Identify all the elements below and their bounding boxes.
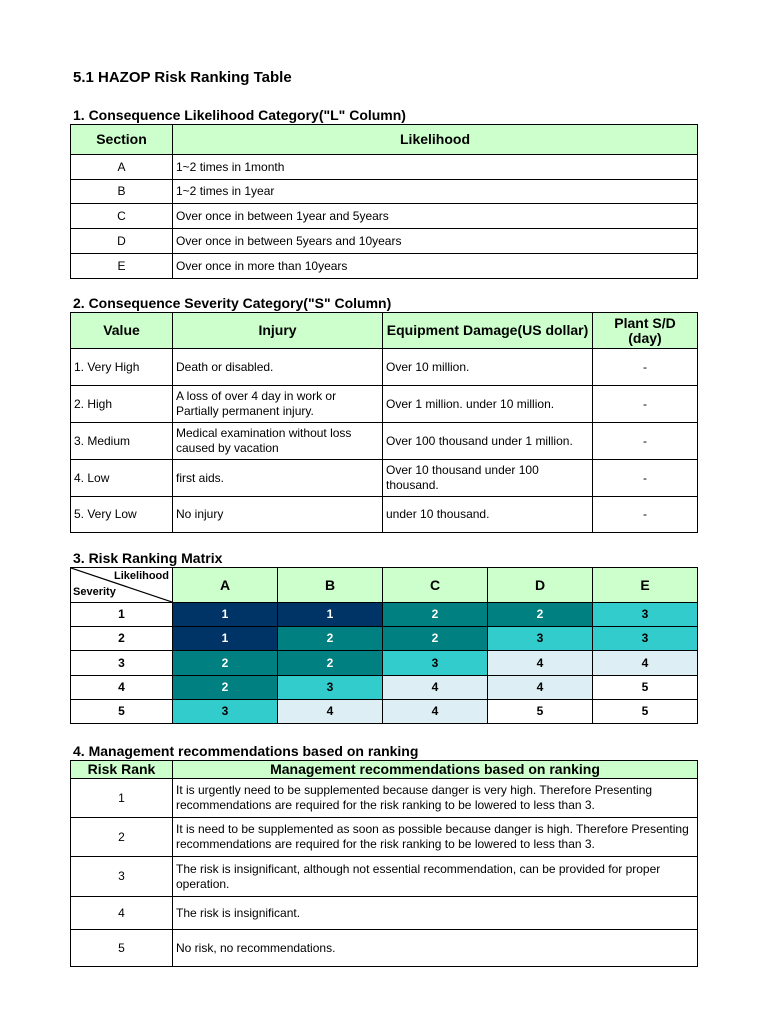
table-row (71, 349, 698, 386)
matrix-col: A (173, 568, 278, 603)
table-row (71, 155, 698, 180)
management-text: The risk is insignificant, although not essential recommendation, can be provided for proper operation. (173, 857, 698, 897)
matrix-cell: 2 (383, 603, 488, 627)
severity-value: 2. High (71, 386, 173, 423)
matrix-cell: 5 (593, 700, 698, 724)
matrix-severity: 3 (71, 651, 173, 676)
matrix-row (71, 627, 698, 651)
col-value: Value (71, 313, 173, 349)
table-row (71, 180, 698, 204)
risk-matrix (70, 567, 698, 724)
matrix-cell: 4 (488, 651, 593, 676)
matrix-severity: 5 (71, 700, 173, 724)
management-text: It is need to be supplemented as soon as possible because danger is high. Therefore Presenting recommendations are required for the risk ranking to be lowered to less than 3. (173, 818, 698, 857)
col-section: Section (71, 125, 173, 155)
matrix-cell: 1 (278, 603, 383, 627)
table-row (71, 497, 698, 533)
severity-equipment: under 10 thousand. (383, 497, 593, 533)
severity-value: 3. Medium (71, 423, 173, 460)
severity-heading: 2. Consequence Severity Category("S" Column) (73, 295, 392, 311)
matrix-cell: 5 (593, 676, 698, 700)
matrix-col: D (488, 568, 593, 603)
severity-value: 1. Very High (71, 349, 173, 386)
likelihood-section: E (71, 254, 173, 279)
table-row (71, 460, 698, 497)
management-text: It is urgently need to be supplemented because danger is very high. Therefore Presenting recommendations are required for the risk ranking to be lowered to less than 3. (173, 779, 698, 818)
management-rank: 2 (71, 818, 173, 857)
likelihood-section: B (71, 180, 173, 204)
matrix-cell: 3 (383, 651, 488, 676)
likelihood-text: 1~2 times in 1month (173, 155, 698, 180)
severity-value: 5. Very Low (71, 497, 173, 533)
management-rank: 1 (71, 779, 173, 818)
management-rank: 5 (71, 930, 173, 967)
matrix-heading: 3. Risk Ranking Matrix (73, 550, 223, 566)
matrix-cell: 2 (173, 651, 278, 676)
severity-equipment: Over 10 thousand under 100 thousand. (383, 460, 593, 497)
severity-plant: - (593, 349, 698, 386)
matrix-cell: 3 (593, 603, 698, 627)
severity-value: 4. Low (71, 460, 173, 497)
severity-injury: No injury (173, 497, 383, 533)
management-text: The risk is insignificant. (173, 897, 698, 930)
likelihood-text: Over once in more than 10years (173, 254, 698, 279)
severity-plant: - (593, 386, 698, 423)
matrix-severity: 2 (71, 627, 173, 651)
management-table (70, 760, 698, 967)
severity-equipment: Over 1 million. under 10 million. (383, 386, 593, 423)
severity-plant: - (593, 497, 698, 533)
likelihood-section: A (71, 155, 173, 180)
table-row (71, 857, 698, 897)
severity-injury: Medical examination without loss caused by vacation (173, 423, 383, 460)
matrix-cell: 4 (488, 676, 593, 700)
severity-plant: - (593, 460, 698, 497)
matrix-cell: 4 (593, 651, 698, 676)
matrix-cell: 4 (383, 676, 488, 700)
matrix-cell: 4 (278, 700, 383, 724)
table-row (71, 386, 698, 423)
table-row (71, 930, 698, 967)
table-row (71, 423, 698, 460)
matrix-cell: 5 (488, 700, 593, 724)
likelihood-section: C (71, 204, 173, 229)
management-text: No risk, no recommendations. (173, 930, 698, 967)
table-row (71, 897, 698, 930)
matrix-row (71, 676, 698, 700)
management-heading: 4. Management recommendations based on ranking (73, 743, 419, 759)
table-row (71, 254, 698, 279)
table-row (71, 229, 698, 254)
matrix-cell: 3 (173, 700, 278, 724)
management-rank: 4 (71, 897, 173, 930)
matrix-cell: 3 (278, 676, 383, 700)
table-row (71, 779, 698, 818)
col-likelihood: Likelihood (173, 125, 698, 155)
severity-equipment: Over 10 million. (383, 349, 593, 386)
matrix-row (71, 603, 698, 627)
likelihood-text: Over once in between 1year and 5years (173, 204, 698, 229)
col-plant: Plant S/D (day) (593, 313, 698, 349)
matrix-cell: 3 (593, 627, 698, 651)
likelihood-text: 1~2 times in 1year (173, 180, 698, 204)
col-risk-rank: Risk Rank (71, 761, 173, 779)
severity-table (70, 312, 698, 533)
matrix-cell: 2 (278, 627, 383, 651)
management-rank: 3 (71, 857, 173, 897)
likelihood-text: Over once in between 5years and 10years (173, 229, 698, 254)
matrix-col: E (593, 568, 698, 603)
severity-injury: first aids. (173, 460, 383, 497)
table-row (71, 204, 698, 229)
col-injury: Injury (173, 313, 383, 349)
matrix-col: B (278, 568, 383, 603)
matrix-cell: 1 (173, 627, 278, 651)
matrix-col: C (383, 568, 488, 603)
col-equipment: Equipment Damage(US dollar) (383, 313, 593, 349)
matrix-severity: 1 (71, 603, 173, 627)
likelihood-heading: 1. Consequence Likelihood Category("L" Column) (73, 107, 406, 123)
severity-injury: Death or disabled. (173, 349, 383, 386)
matrix-severity: 4 (71, 676, 173, 700)
page-title: 5.1 HAZOP Risk Ranking Table (73, 69, 292, 86)
matrix-cell: 2 (278, 651, 383, 676)
matrix-cell: 4 (383, 700, 488, 724)
matrix-cell: 3 (488, 627, 593, 651)
severity-injury: A loss of over 4 day in work or Partially permanent injury. (173, 386, 383, 423)
corner-severity: Severity (73, 586, 116, 598)
matrix-row (71, 700, 698, 724)
matrix-cell: 2 (383, 627, 488, 651)
col-recommendation: Management recommendations based on ranking (173, 761, 698, 779)
matrix-cell: 1 (173, 603, 278, 627)
likelihood-table (70, 124, 698, 279)
matrix-cell: 2 (488, 603, 593, 627)
likelihood-section: D (71, 229, 173, 254)
corner-likelihood: Likelihood (114, 570, 169, 582)
matrix-cell: 2 (173, 676, 278, 700)
matrix-corner (71, 568, 173, 603)
severity-plant: - (593, 423, 698, 460)
severity-equipment: Over 100 thousand under 1 million. (383, 423, 593, 460)
matrix-row (71, 651, 698, 676)
table-row (71, 818, 698, 857)
